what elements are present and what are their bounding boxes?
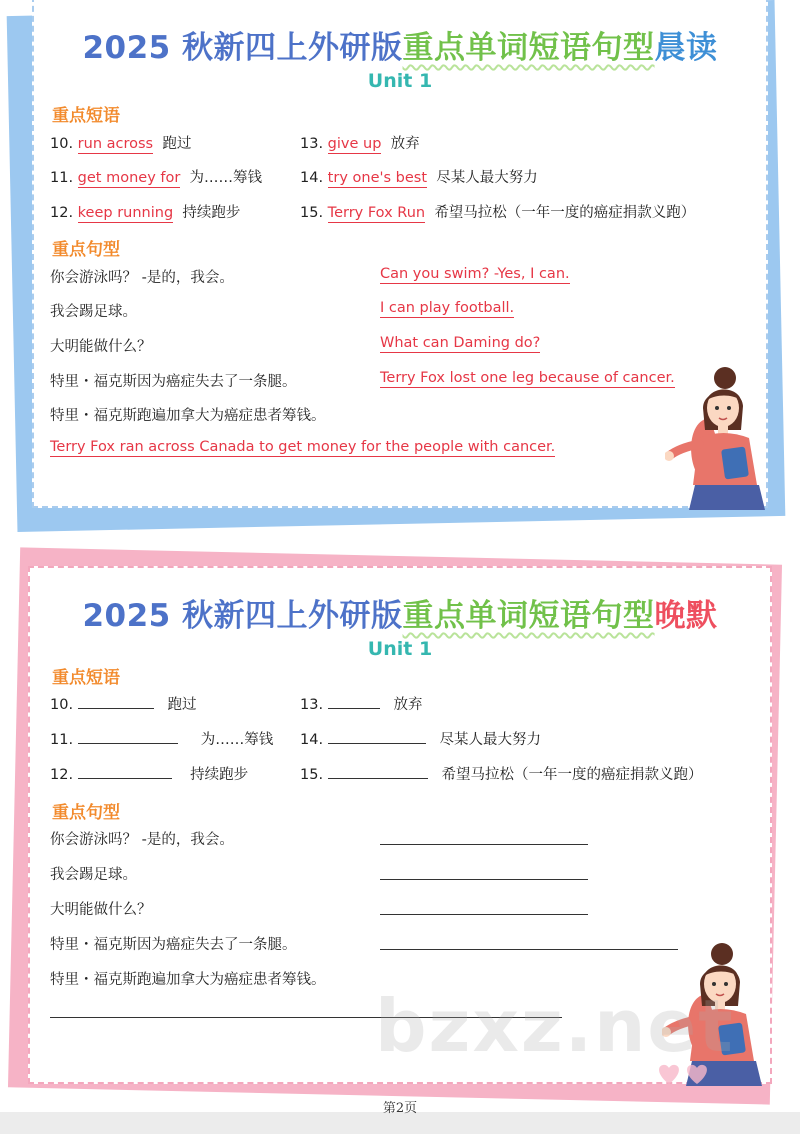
page-number: 第2页: [382, 1101, 418, 1116]
title-text: 2025 秋新四上外研版: [82, 30, 403, 66]
sentence-cn: 特里・福克斯因为癌症失去了一条腿。: [50, 937, 297, 953]
phrase-item: 10. run across 跑过: [50, 136, 192, 152]
title-highlight: 重点单词短语句型: [402, 598, 655, 634]
phrase-item: 13. give up 放弃: [300, 136, 420, 152]
sentence-cn: 大明能做什么？: [50, 339, 152, 355]
title-suffix: 晨读: [654, 30, 718, 66]
sentence-cn: 大明能做什么？: [50, 902, 152, 918]
phrase-item: 10. 跑过: [50, 693, 197, 714]
title-suffix: 晚默: [654, 598, 718, 634]
phrase-item: 12. 持续跑步: [50, 763, 248, 784]
sentence-answer: What can Daming do?: [380, 335, 541, 351]
morning-title: [0, 22, 800, 67]
phrase-item: 15. Terry Fox Run 希望马拉松（一年一度的癌症捐款义跑）: [300, 205, 696, 221]
sentence-answer: I can play football.: [380, 300, 515, 316]
answer-blank[interactable]: [78, 694, 154, 709]
watermark: bzxz.net: [375, 984, 735, 1068]
answer-blank[interactable]: [78, 729, 178, 744]
sentence-cn: 你会游泳吗？ -是的，我会。: [50, 832, 234, 848]
phrase-item: 13. 放弃: [300, 693, 423, 714]
phrase-answer: give up: [327, 136, 382, 152]
sentence-answer: Terry Fox lost one leg because of cancer.: [380, 370, 675, 386]
unit-label: Unit 1: [367, 638, 433, 660]
morning-reading-card: [0, 0, 800, 535]
teacher-illustration: [665, 360, 775, 510]
answer-blank[interactable]: [328, 694, 380, 709]
phrase-item: 14. try one's best 尽某人最大努力: [300, 170, 538, 186]
sentence-answer: Terry Fox ran across Canada to get money for the people with cancer.: [50, 439, 556, 455]
sentence-cn: 你会游泳吗？ -是的，我会。: [50, 270, 234, 286]
sentence-cn: 我会踢足球。: [50, 867, 137, 883]
phrase-item: 14. 尽某人最大努力: [300, 728, 541, 749]
answer-blank[interactable]: [328, 764, 428, 779]
answer-blank[interactable]: [78, 764, 172, 779]
answer-line[interactable]: [380, 949, 678, 950]
answer-line[interactable]: [380, 844, 588, 845]
title-text: 2025 秋新四上外研版: [82, 598, 403, 634]
title-highlight: 重点单词短语句型: [402, 30, 655, 66]
sentence-cn: 特里・福克斯跑遍加拿大为癌症患者筹钱。: [50, 972, 326, 988]
sentence-heading: 重点句型: [52, 803, 120, 823]
sentence-heading: 重点句型: [52, 240, 120, 260]
sentence-cn: 我会踢足球。: [50, 304, 137, 320]
phrase-heading: 重点短语: [52, 668, 120, 688]
sentence-cn: 特里・福克斯因为癌症失去了一条腿。: [50, 374, 297, 390]
unit-label: Unit 1: [367, 70, 433, 92]
phrase-answer: run across: [77, 136, 154, 152]
phrase-item: 11. 为……筹钱: [50, 728, 273, 749]
answer-line[interactable]: [380, 879, 588, 880]
phrase-item: 15. 希望马拉松（一年一度的癌症捐款义跑）: [300, 763, 703, 784]
phrase-heading: 重点短语: [52, 106, 120, 126]
evening-title: [0, 590, 800, 635]
phrase-item: 12. keep running 持续跑步: [50, 205, 241, 221]
phrase-item: 11. get money for 为……筹钱: [50, 170, 263, 186]
sentence-answer: Can you swim? -Yes, I can.: [380, 266, 570, 282]
phrase-answer: Terry Fox Run: [327, 205, 426, 221]
phrase-answer: get money for: [77, 170, 181, 186]
sentence-cn: 特里・福克斯跑遍加拿大为癌症患者筹钱。: [50, 408, 326, 424]
answer-line[interactable]: [380, 914, 588, 915]
answer-blank[interactable]: [328, 729, 426, 744]
phrase-answer: keep running: [77, 205, 174, 221]
phrase-answer: try one's best: [327, 170, 428, 186]
